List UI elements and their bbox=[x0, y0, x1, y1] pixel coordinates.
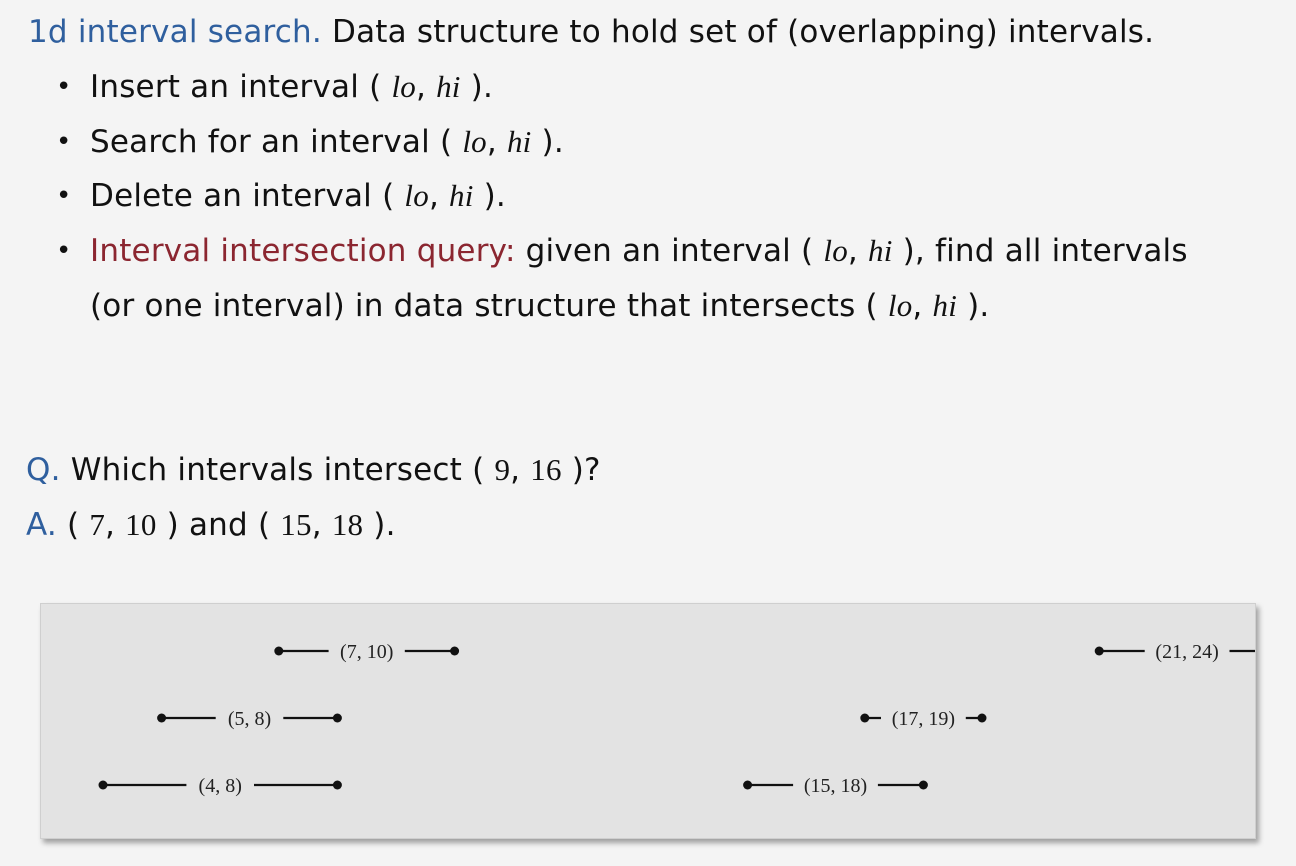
bullet-text-2: , find all intervals bbox=[914, 233, 1188, 269]
bullet-dot: • bbox=[56, 127, 72, 157]
interval-endpoint-hi bbox=[978, 714, 987, 723]
punct: . bbox=[553, 124, 564, 160]
punct: ? bbox=[584, 452, 601, 488]
punct: . bbox=[385, 507, 396, 543]
interval-7-10 bbox=[274, 641, 459, 663]
interval-5-8 bbox=[157, 708, 342, 730]
bullet-dot: • bbox=[56, 72, 72, 102]
interval-15-18 bbox=[743, 775, 928, 797]
answer-interval-2-hi: 18 bbox=[331, 507, 364, 542]
interval-endpoint-lo bbox=[274, 647, 283, 656]
interval-diagram bbox=[41, 604, 1255, 838]
section-title: 1d interval search. bbox=[28, 14, 322, 50]
interval-lo: lo bbox=[823, 233, 848, 268]
interval-label: (15, 18) bbox=[803, 775, 868, 797]
interval-lo: lo bbox=[462, 124, 487, 159]
interval-hi: hi bbox=[449, 178, 474, 213]
interval-endpoint-hi bbox=[333, 781, 342, 790]
interval-label: (5, 8) bbox=[227, 708, 272, 730]
interval-endpoint-lo bbox=[1095, 647, 1104, 656]
interval-endpoint-lo bbox=[743, 781, 752, 790]
answer-interval-1-lo: 7 bbox=[89, 507, 106, 542]
section-description: Data structure to hold set of (overlapping) intervals. bbox=[332, 14, 1155, 50]
bullet-delete: Delete an interval ( lo, hi ). bbox=[90, 178, 506, 214]
interval-endpoint-lo bbox=[99, 781, 108, 790]
interval-endpoint-hi bbox=[919, 781, 928, 790]
interval-endpoint-lo bbox=[860, 714, 869, 723]
answer-interval-1-hi: 10 bbox=[125, 507, 157, 542]
interval-diagram-panel bbox=[40, 603, 1256, 839]
interval-endpoint-hi bbox=[450, 647, 459, 656]
bullet-search: Search for an interval ( lo, hi ). bbox=[90, 124, 564, 160]
question: Q. Which intervals intersect ( 9, 16 )? bbox=[26, 452, 601, 488]
interval-lo: lo bbox=[391, 69, 416, 104]
interval-hi: hi bbox=[506, 124, 532, 159]
query-lo: 9 bbox=[494, 452, 511, 487]
interval-label: (21, 24) bbox=[1155, 641, 1219, 663]
bullet-text: Insert an interval bbox=[90, 69, 360, 105]
bullet-continuation: (or one interval) in data structure that intersects ( lo, hi ). bbox=[90, 288, 990, 324]
bullet-text: given an interval bbox=[525, 233, 791, 269]
interval-21-24 bbox=[1095, 641, 1255, 663]
bullet-dot: • bbox=[56, 236, 72, 266]
bullet-intersection-query: Interval intersection query: given an interval ( lo, hi ), find all intervals bbox=[90, 233, 1188, 269]
highlight-term: Interval intersection query: bbox=[90, 233, 516, 269]
interval-4-8 bbox=[99, 775, 342, 797]
interval-hi: hi bbox=[868, 233, 893, 268]
slide-header bbox=[28, 14, 1154, 50]
interval-label: (4, 8) bbox=[198, 775, 242, 797]
question-label: Q. bbox=[26, 452, 61, 488]
interval-lo: lo bbox=[404, 178, 429, 213]
interval-hi: hi bbox=[436, 69, 461, 104]
interval-17-19 bbox=[860, 708, 986, 730]
query-hi: 16 bbox=[530, 452, 562, 487]
bullet-text: Delete an interval bbox=[90, 178, 372, 214]
bullet-text: Search for an interval bbox=[90, 124, 430, 160]
interval-endpoint-hi bbox=[333, 714, 342, 723]
question-text: Which intervals intersect bbox=[70, 452, 463, 488]
interval-label: (7, 10) bbox=[340, 641, 394, 663]
answer: A. ( 7, 10 ) and ( 15, 18 ). bbox=[26, 507, 396, 543]
answer-join: and bbox=[188, 507, 248, 543]
interval-lo: lo bbox=[887, 288, 913, 323]
punct: . bbox=[482, 69, 494, 105]
answer-interval-2-lo: 15 bbox=[280, 507, 312, 542]
punct: . bbox=[495, 178, 506, 214]
punct: . bbox=[979, 288, 990, 324]
bullet-text: (or one interval) in data structure that intersects bbox=[90, 288, 856, 324]
bullet-insert: Insert an interval ( lo, hi ). bbox=[90, 69, 494, 105]
bullet-dot: • bbox=[56, 181, 72, 211]
answer-label: A. bbox=[26, 507, 57, 543]
interval-hi: hi bbox=[932, 288, 958, 323]
interval-endpoint-lo bbox=[157, 714, 166, 723]
interval-label: (17, 19) bbox=[891, 708, 956, 730]
